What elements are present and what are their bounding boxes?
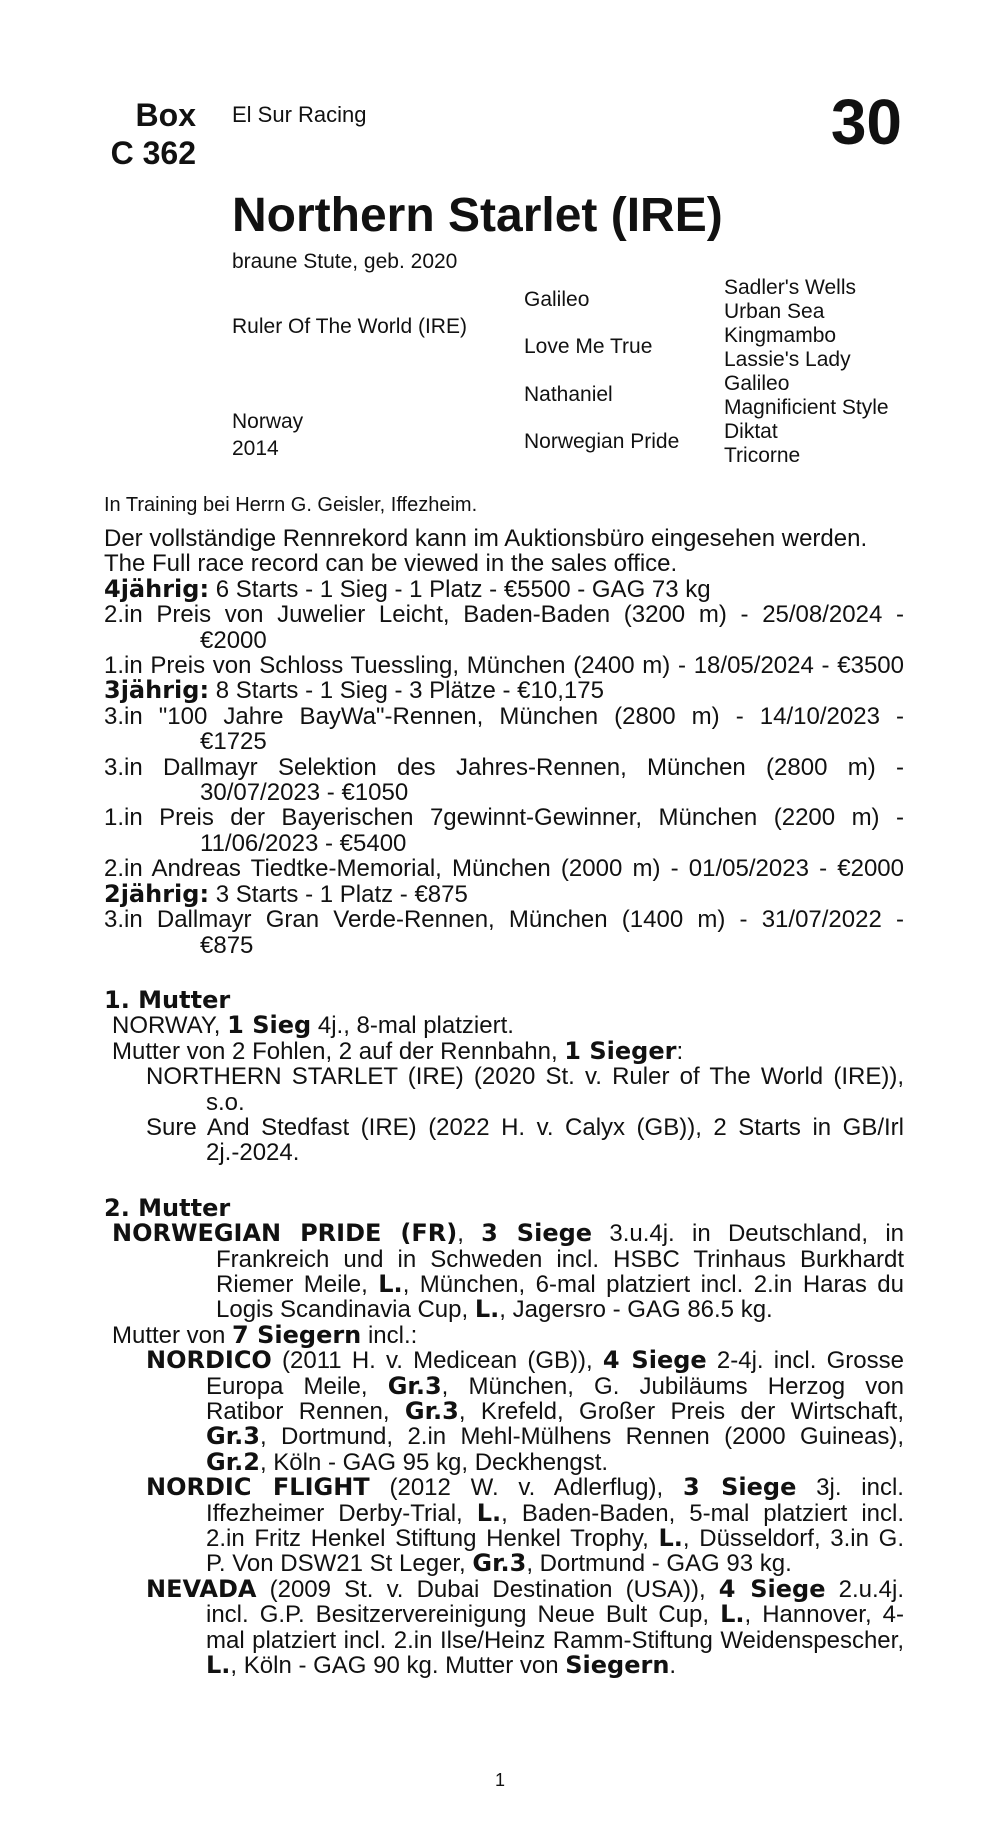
race-line: 2.in Preis von Juwelier Leicht, Baden-Baden (3200 m) - 25/08/2024 - [104,601,904,629]
dam2-name: NORWEGIAN PRIDE (FR) [112,1219,458,1248]
dam2-text: Riemer Meile, [216,1270,379,1298]
record-2y [104,879,904,908]
record-3y [104,678,904,703]
offspring-line [104,1551,904,1576]
record-4y-summary: 6 Starts - 1 Sieg - 1 Platz - €5500 - GAG 73 kg [209,575,711,603]
offspring-line-cont: 2j.-2024. [206,1139,300,1167]
dam1-text: NORWAY, [112,1012,228,1040]
offspring-line [104,1399,904,1424]
dam2-produce-line [104,1320,904,1349]
box-label: Box [135,97,196,133]
offspring-text: 3j. incl. [796,1474,904,1502]
dam2-winners: 7 Siegern [232,1320,362,1349]
listed-marker: L. [720,1600,745,1629]
dam2-text: Mutter von [112,1321,233,1349]
record-3y-summary: 8 Starts - 1 Sieg - 3 Plätze - €10,175 [209,677,604,705]
group-marker: Gr.3 [206,1422,260,1451]
box-number: C 362 [110,135,196,171]
dam2-text: , [457,1220,482,1248]
offspring-text: , Dortmund - GAG 93 kg. [526,1550,792,1578]
pedigree-gd-4: Lassie's Lady [724,348,851,371]
dam2-text: Logis Scandinavia Cup, [216,1296,475,1324]
group-marker: Gr.3 [472,1549,527,1578]
dam2-line [104,1269,904,1298]
pedigree-gd-1: Sadler's Wells [724,276,856,299]
offspring-text: , Köln - GAG 95 kg, Deckhengst. [259,1448,609,1476]
offspring-line [104,1498,904,1527]
race-line: 2.in Andreas Tiedtke-Memorial, München (2000 m) - 01/05/2023 - €2000 [104,855,904,883]
listed-marker: L. [476,1498,502,1527]
dam1-produce-line [104,1036,904,1065]
race-line-cont: €875 [200,931,254,959]
offspring-line [104,1348,904,1373]
offspring-text: . [669,1652,677,1680]
offspring-text: Europa Meile, [206,1372,388,1400]
main-text [104,526,904,1678]
offspring-wins: 4 Siege [602,1346,707,1375]
offspring-line [104,1602,904,1627]
offspring-line: Sure And Stedfast (IRE) (2022 H. v. Calyx (GB)), 2 Starts in GB/Irl [146,1113,904,1141]
offspring-line-cont: s.o. [206,1088,245,1116]
listed-marker: L. [378,1269,403,1298]
record-4y-label: 4jährig: [104,574,210,603]
dam1-winners: 1 Sieger [564,1036,677,1065]
listed-marker: L. [206,1651,231,1680]
offspring-name: NORDICO [146,1346,272,1375]
pedigree-gd-7: Diktat [724,420,778,443]
race-line-cont: €2000 [200,626,267,654]
race-line: 3.in Dallmayr Gran Verde-Rennen, München (1400 m) - 31/07/2022 - [104,906,904,934]
offspring-text: , Düsseldorf, 3.in G. [682,1525,904,1553]
dam2-text: , Jagersro - GAG 86.5 kg. [499,1296,773,1324]
offspring-line [104,1653,904,1678]
offspring-text: (2012 W. v. Adlerflug), [369,1474,683,1502]
offspring-text: Ratibor Rennen, [206,1398,405,1425]
horse-description: braune Stute, geb. 2020 [232,250,458,273]
offspring-text: , Hannover, 4- [744,1601,904,1629]
offspring-line [104,1475,904,1500]
offspring-winners: Siegern [565,1651,670,1680]
dam2-text: 3.u.4j. in Deutschland, in [592,1220,904,1248]
offspring-text: P. Von DSW21 St Leger, [206,1550,473,1578]
pedigree-gd-2: Urban Sea [724,300,825,323]
record-3y-label: 3jährig: [104,676,210,705]
box-label-block [96,96,196,172]
pedigree-dam-sire: Nathaniel [524,383,613,406]
pedigree-sire: Ruler Of The World (IRE) [232,315,467,338]
dam2-text: incl.: [361,1321,418,1349]
offspring-text: , Köln - GAG 90 kg. Mutter von [230,1652,566,1680]
offspring-line [104,1526,904,1551]
race-line: 3.in Dallmayr Selektion des Jahres-Rennen, München (2800 m) - [104,753,904,781]
offspring-text: (2009 St. v. Dubai Destination (USA)), [256,1575,719,1603]
offspring-text: , Krefeld, Großer Preis der Wirtschaft, [458,1398,904,1425]
offspring-line [104,1371,904,1400]
record-4y [104,574,904,603]
pedigree-gd-8: Tricorne [724,444,801,467]
dam1-text: : [676,1037,684,1065]
offspring-text: 2.u.4j. [825,1575,904,1603]
race-line-cont: €1725 [200,728,267,756]
group-marker: Gr.3 [387,1371,442,1400]
listed-marker: L. [658,1524,683,1553]
pedigree-dam-dam: Norwegian Pride [524,430,680,453]
dam2-text: , München, 6-mal platziert incl. 2.in Haras du [402,1270,904,1298]
pedigree-gd-6: Magnificient Style [724,396,889,419]
pedigree-dam-year: 2014 [232,437,279,460]
dam1-line [104,1013,904,1038]
offspring-text: , Baden-Baden, 5-mal platziert incl. [501,1499,904,1527]
offspring-wins: 3 Siege [682,1473,797,1502]
offspring-wins: 4 Siege [718,1574,826,1603]
offspring-text: 2-4j. incl. Grosse [706,1347,904,1375]
pedigree-sire-dam: Love Me True [524,335,653,358]
offspring-line [104,1574,904,1603]
race-line-cont: 11/06/2023 - €5400 [200,829,407,857]
offspring-text: 2.in Fritz Henkel Stiftung Henkel Trophy, [206,1525,659,1553]
offspring-text: , München, G. Jubiläums Herzog von [441,1372,904,1400]
dam2-line [104,1221,904,1246]
pedigree-grandparents [724,276,889,468]
record-note-de: Der vollständige Rennrekord kann im Auktionsbüro eingesehen werden. [104,525,868,552]
offspring-name: NORDIC FLIGHT [146,1473,370,1502]
offspring-text: (2011 H. v. Medicean (GB)), [271,1347,603,1375]
offspring-line [104,1447,904,1476]
dam2-line: Frankreich und in Schweden incl. HSBC Trinhaus Burkhardt [216,1245,904,1273]
offspring-line: NORTHERN STARLET (IRE) (2020 St. v. Ruler of The World (IRE)), [146,1063,904,1091]
group-marker: Gr.2 [206,1447,260,1476]
offspring-line [104,1424,904,1449]
dam2-line [104,1297,904,1322]
horse-name: Northern Starlet (IRE) [232,189,723,242]
training-note: In Training bei Herrn G. Geisler, Iffezheim. [104,494,478,516]
offspring-text: , Dortmund, 2.in Mehl-Mülhens Rennen (2000 Guineas), [259,1423,904,1451]
pedigree-gd-3: Kingmambo [724,324,837,347]
race-line-cont: 30/07/2023 - €1050 [200,779,409,807]
offspring-line: mal platziert incl. 2.in Ilse/Heinz Ramm-Stiftung Weidenspescher, [206,1626,904,1654]
record-note-en: The Full race record can be viewed in the sales office. [104,550,678,578]
offspring-text: Iffezheimer Derby-Trial, [206,1499,477,1527]
dam1-text: 4j., 8-mal platziert. [311,1012,514,1040]
dam1-heading: 1. Mutter [104,985,231,1014]
listed-marker: L. [474,1295,500,1324]
race-line: 1.in Preis von Schloss Tuessling, München (2400 m) - 18/05/2024 - €3500 [104,652,904,680]
record-2y-summary: 3 Starts - 1 Platz - €875 [209,880,468,908]
dam2-wins: 3 Siege [481,1219,593,1248]
dam1-text: Mutter von 2 Fohlen, 2 auf der Rennbahn, [112,1037,565,1065]
lot-number: 30 [830,86,902,158]
pedigree-gd-5: Galileo [724,372,790,395]
offspring-name: NEVADA [146,1574,257,1603]
record-2y-label: 2jährig: [104,879,210,908]
pedigree-dam: Norway [232,410,304,433]
dam1-wins: 1 Sieg [227,1011,312,1040]
page-number: 1 [494,1770,505,1790]
group-marker: Gr.3 [404,1397,459,1425]
pedigree-sire-sire: Galileo [524,288,590,311]
race-line: 3.in "100 Jahre BayWa"-Rennen, München (2800 m) - 14/10/2023 - [104,702,904,730]
race-line: 1.in Preis der Bayerischen 7gewinnt-Gewinner, München (2200 m) - [104,804,904,832]
dam2-heading: 2. Mutter [104,1193,231,1222]
offspring-text: incl. G.P. Besitzervereinigung Neue Bult Cup, [206,1601,721,1629]
consignor: El Sur Racing [232,102,367,127]
